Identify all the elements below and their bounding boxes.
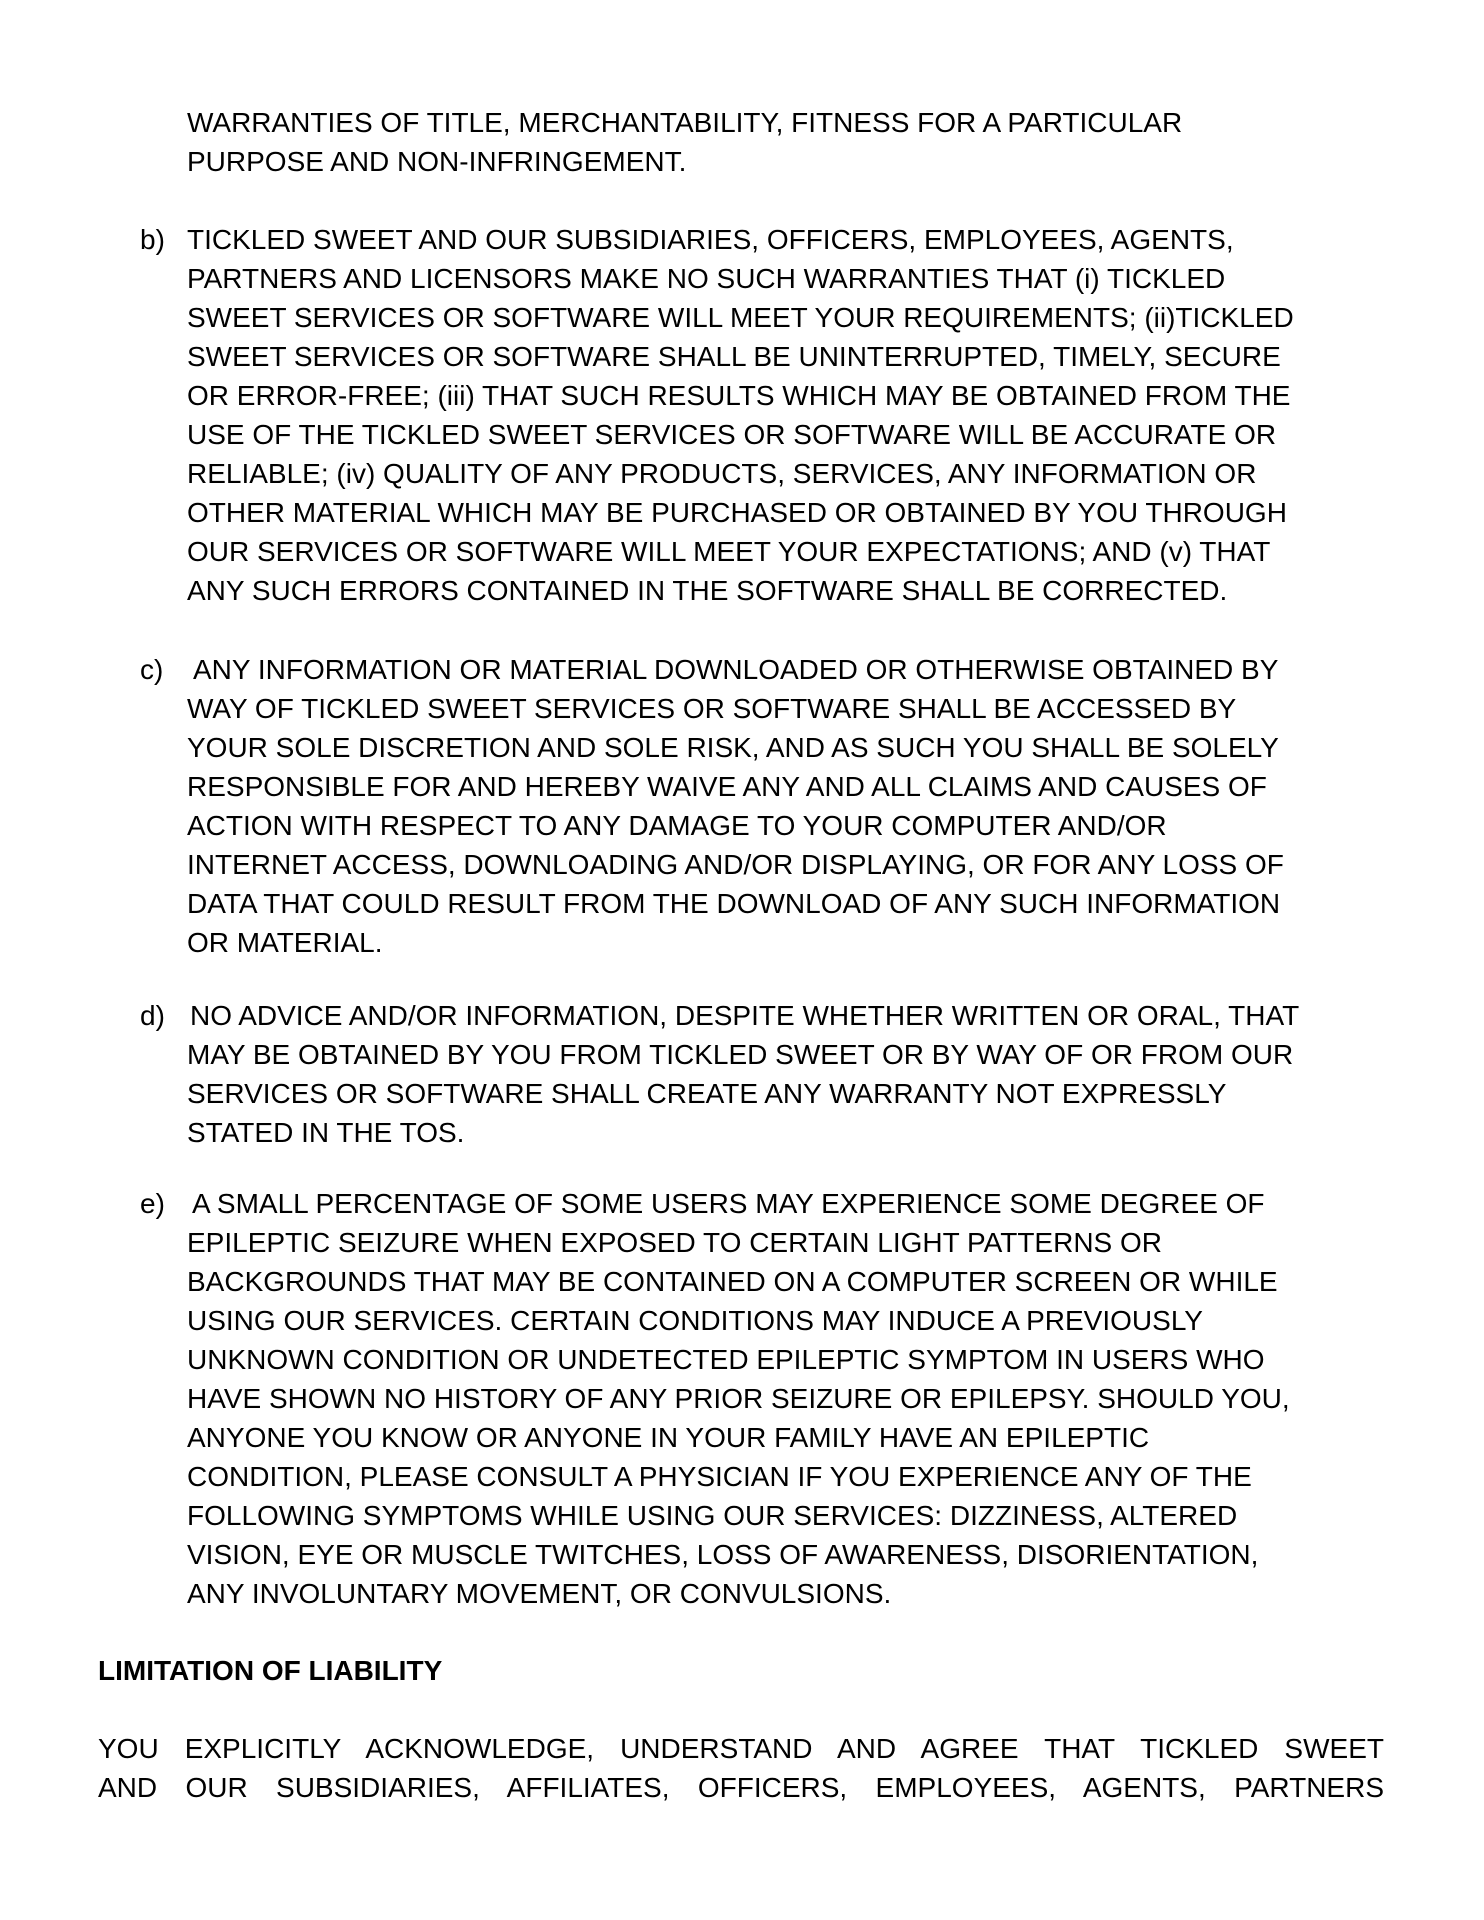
text-line: VISION, EYE OR MUSCLE TWITCHES, LOSS OF AWARENESS, DISORIENTATION, — [187, 1539, 1259, 1570]
text-line: TICKLED SWEET AND OUR SUBSIDIARIES, OFFICERS, EMPLOYEES, AGENTS, — [187, 224, 1234, 255]
text-line: BACKGROUNDS THAT MAY BE CONTAINED ON A COMPUTER SCREEN OR WHILE — [187, 1266, 1278, 1297]
text-line: OTHER MATERIAL WHICH MAY BE PURCHASED OR OBTAINED BY YOU THROUGH — [187, 497, 1287, 528]
text-line: OR ERROR-FREE; (iii) THAT SUCH RESULTS WHICH MAY BE OBTAINED FROM THE — [187, 380, 1291, 411]
item-label: e) — [140, 1188, 165, 1219]
text-line: INTERNET ACCESS, DOWNLOADING AND/OR DISPLAYING, OR FOR ANY LOSS OF — [187, 849, 1284, 880]
text-line: WARRANTIES OF TITLE, MERCHANTABILITY, FITNESS FOR A PARTICULAR — [187, 107, 1183, 138]
text-line: SWEET SERVICES OR SOFTWARE WILL MEET YOUR REQUIREMENTS; (ii)TICKLED — [187, 302, 1294, 333]
text-line: ACTION WITH RESPECT TO ANY DAMAGE TO YOUR COMPUTER AND/OR — [187, 810, 1167, 841]
text-line: PURPOSE AND NON-INFRINGEMENT. — [187, 146, 687, 177]
text-line: YOU EXPLICITLY ACKNOWLEDGE, UNDERSTAND AND AGREE THAT TICKLED SWEET — [98, 1733, 1384, 1764]
continuation-paragraph — [187, 103, 1387, 181]
text-line: OR MATERIAL. — [187, 927, 383, 958]
text-line: AND OUR SUBSIDIARIES, AFFILIATES, OFFICERS, EMPLOYEES, AGENTS, PARTNERS — [98, 1772, 1384, 1803]
section-paragraph — [98, 1729, 1384, 1807]
text-line: STATED IN THE TOS. — [187, 1117, 465, 1148]
text-line: USE OF THE TICKLED SWEET SERVICES OR SOFTWARE WILL BE ACCURATE OR — [187, 419, 1277, 450]
text-line: ANY INFORMATION OR MATERIAL DOWNLOADED OR OTHERWISE OBTAINED BY — [193, 654, 1279, 685]
text-line: ANY SUCH ERRORS CONTAINED IN THE SOFTWARE SHALL BE CORRECTED. — [187, 575, 1228, 606]
text-line: CONDITION, PLEASE CONSULT A PHYSICIAN IF YOU EXPERIENCE ANY OF THE — [187, 1461, 1252, 1492]
text-line: SERVICES OR SOFTWARE SHALL CREATE ANY WARRANTY NOT EXPRESSLY — [187, 1078, 1227, 1109]
item-label: d) — [140, 1000, 165, 1031]
text-line: NO ADVICE AND/OR INFORMATION, DESPITE WHETHER WRITTEN OR ORAL, THAT — [190, 1000, 1300, 1031]
text-line: WAY OF TICKLED SWEET SERVICES OR SOFTWARE SHALL BE ACCESSED BY — [187, 693, 1237, 724]
text-line: ANYONE YOU KNOW OR ANYONE IN YOUR FAMILY HAVE AN EPILEPTIC — [187, 1422, 1150, 1453]
text-line: MAY BE OBTAINED BY YOU FROM TICKLED SWEET OR BY WAY OF OR FROM OUR — [187, 1039, 1294, 1070]
text-line: RELIABLE; (iv) QUALITY OF ANY PRODUCTS, SERVICES, ANY INFORMATION OR — [187, 458, 1257, 489]
text-line: UNKNOWN CONDITION OR UNDETECTED EPILEPTIC SYMPTOM IN USERS WHO — [187, 1344, 1265, 1375]
text-line: EPILEPTIC SEIZURE WHEN EXPOSED TO CERTAIN LIGHT PATTERNS OR — [187, 1227, 1162, 1258]
text-line: OUR SERVICES OR SOFTWARE WILL MEET YOUR EXPECTATIONS; AND (v) THAT — [187, 536, 1271, 567]
text-line: PARTNERS AND LICENSORS MAKE NO SUCH WARRANTIES THAT (i) TICKLED — [187, 263, 1226, 294]
text-line: USING OUR SERVICES. CERTAIN CONDITIONS MAY INDUCE A PREVIOUSLY — [187, 1305, 1203, 1336]
text-line: YOUR SOLE DISCRETION AND SOLE RISK, AND AS SUCH YOU SHALL BE SOLELY — [187, 732, 1279, 763]
text-line: ANY INVOLUNTARY MOVEMENT, OR CONVULSIONS. — [187, 1578, 892, 1609]
text-line: A SMALL PERCENTAGE OF SOME USERS MAY EXPERIENCE SOME DEGREE OF — [192, 1188, 1265, 1219]
section-heading: LIMITATION OF LIABILITY — [98, 1655, 443, 1686]
text-line: HAVE SHOWN NO HISTORY OF ANY PRIOR SEIZURE OR EPILEPSY. SHOULD YOU, — [187, 1383, 1290, 1414]
text-line: DATA THAT COULD RESULT FROM THE DOWNLOAD OF ANY SUCH INFORMATION — [187, 888, 1281, 919]
item-label: b) — [140, 224, 165, 255]
text-line: SWEET SERVICES OR SOFTWARE SHALL BE UNINTERRUPTED, TIMELY, SECURE — [187, 341, 1281, 372]
text-line: RESPONSIBLE FOR AND HEREBY WAIVE ANY AND ALL CLAIMS AND CAUSES OF — [187, 771, 1267, 802]
item-label: c) — [140, 654, 164, 685]
text-line: FOLLOWING SYMPTOMS WHILE USING OUR SERVICES: DIZZINESS, ALTERED — [187, 1500, 1238, 1531]
